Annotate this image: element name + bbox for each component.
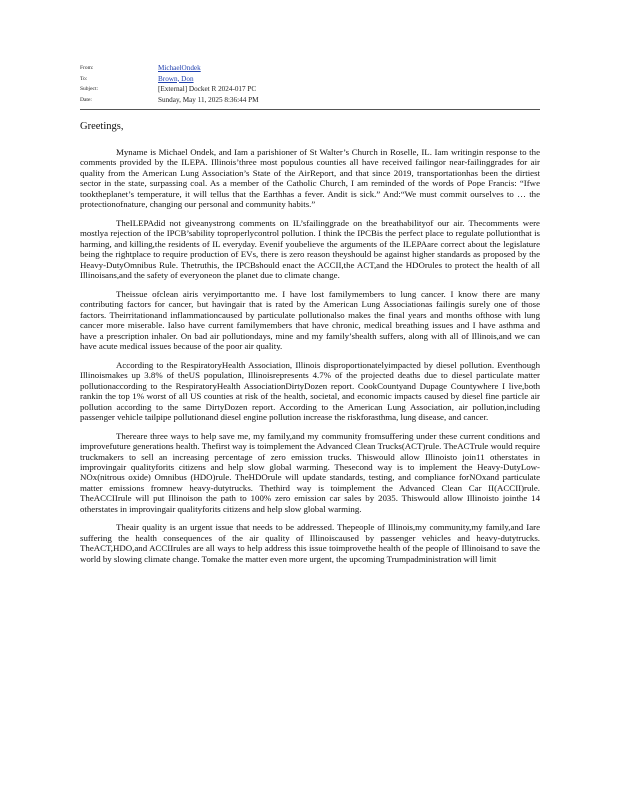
header-subject-row: [80, 84, 259, 95]
date-label: Date:: [80, 96, 92, 103]
subject-label: Subject:: [80, 86, 99, 92]
header-to-row: [80, 74, 259, 85]
from-value[interactable]: MichaelOndek: [158, 64, 201, 72]
paragraph-diesel-pollution: According to the RespiratoryHealth Association, Illinois disproportionatelyimpacted by diesel pollution. Eventhough Illinoismakes up 3.8% of theUS population, Illinoisrepresents 4.7% of the projected deaths due to diesel particulate matter pollutionaccording to the RespiratoryHealth AssociationDirtyDozen report. CookCountyand Dupage Countywhere I live,both rankin the top 1% worst of all US counties at risk of the health, societal, and economic impacts caused by diesel fine particle air pollution according to the same DirtyDozen report. According to the American Lung Association, air pollution,including passenger vehicle tailpipe pollutionand diesel engine pollution increase the riskforasthma, lung disease, and cancer.: [80, 359, 540, 422]
email-header: [80, 63, 259, 105]
paragraph-ilepa-comments: TheILEPAdid not giveanystrong comments on IL’sfailinggrade on the breathabilityof our air. Thecomments were mostlya rejection of the IPCB’sability toproperlycontrol pollution. I think the IPCBis the perfect place to regulate pollutionthat is harming, and killing,the residents of IL everyday. Evenif youbelieve the arguments of the ILEPAare correct about the legislature being the rightplace to require production of EVs, there is zero reason theyshould be against higher standards as proposed by the Heavy-DutyOmnibus Rule. Thetruthis, the IPCBshould enact the ACCII,the ACT,and the HDOrules to protect the health of all Illinoisans,and the safety of everyoneon the planet due to climate change.: [80, 217, 540, 281]
paragraph-personal-health: Theissue ofclean airis veryimportantto me. I have lost familymembers to lung cancer. I know there are many contributing factors for cancer, but havingair that is rated by the American Lung Associationas failingis surely one of those factors. Theirritationand inflammationcaused by particulate pollutionalso makes the final years and months ofthose with lung cancer more miserable. Ialso have current familymembers that have chronic, medical breathing issues and I have asthma and have a prescription inhaler. On bad air pollutiondays, mine and my family’shealth suffers, along with all of Illinois,and we can have acute medical issues because of the poor air quality.: [80, 288, 540, 352]
to-value[interactable]: Brown, Don: [158, 74, 194, 83]
header-divider: [80, 109, 540, 110]
letter-body: [80, 147, 540, 572]
to-label: To:: [80, 75, 88, 82]
header-from-row: [80, 63, 259, 74]
date-value: Sunday, May 11, 2025 8:36:44 PM: [158, 95, 259, 104]
header-date-row: [80, 95, 259, 106]
paragraph-urgency: Theair quality is an urgent issue that needs to be addressed. Thepeople of Illinois,my community,my family,and Iare suffering the health consequences of the air quality of Illinoiscaused by passenger vehicles and heavy-dutytrucks. TheACT,HDO,and ACCIIrules are all ways to help address this issue toimprovethe health of the people of Illinoisand to save the world by slowing climate change. Tomake the matter even more urgent, the upcoming Trumpadministration will limit: [80, 522, 540, 564]
from-label: From:: [80, 65, 94, 71]
paragraph-introduction: Myname is Michael Ondek, and Iam a parishioner of St Walter’s Church in Roselle, IL. Iam writingin response to the comments provided by the ILEPA. Illinois’three most populous counties all have received failingor near-failinggrades for air quality from the American Lung Association’s State of the AirReport, and that since 2019, transportationhas been the dirtiest sector in the state, surpassing coal. As a member of the Catholic Church, I am reminded of the words of Pope Francis: “Ifwe tooktheplanet’s temperature, it will tellus that the Earthhas a fever. Andit is sick.” And:“We must commit ourselves to … the protectionofnature, changing our personal and community habits.”: [80, 147, 540, 210]
greeting: Greetings,: [80, 121, 124, 132]
subject-value: [External] Docket R 2024-017 PC: [158, 85, 257, 93]
paragraph-three-rules: Thereare three ways to help save me, my family,and my community fromsuffering under these current conditions and improvefuture generations health. Thefirst way is toimplement the Advanced Clean Trucks(ACT)rule. TheACTrule would require truckmakers to sell an increasing percentage of zero emission trucks. Thiswould allow Illinoisto join11 otherstates in improvingair qualityforits citizens and help slow global warming. Thesecond way is to implement the Heavy-DutyLow-NOx(nitrous oxide) Omnibus (HDO)rule. TheHDOrule will update standards, testing, and compliance forNOxand particulate matter emissions fromnew heavy-dutytrucks. Thethird way is toimplement the Advanced Clean Car II(ACCII)rule. TheACCIIrule will put Illinoison the path to 100% zero emission car sales by 2035. Thiswould allow Illinoisto jointhe 14 otherstates in improvingair qualityforits citizens and help slow global warming.: [80, 430, 540, 514]
